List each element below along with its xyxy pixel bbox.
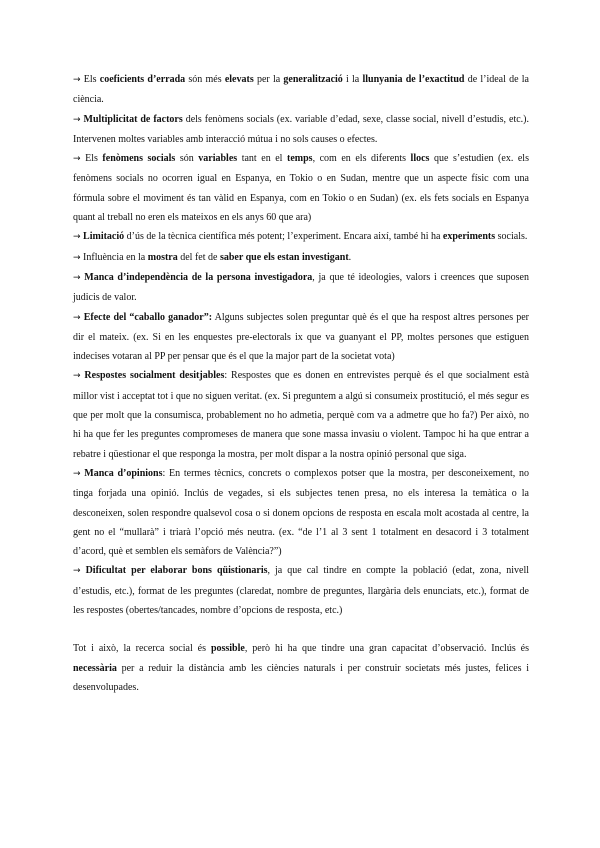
bold-text: possible	[210, 643, 245, 655]
text-run: : Respostes que es donen en entrevistes perquè és el que socialment està millor vist i acceptat tot i que no siguen veritat. (ex. Si preguntem a algú si consumeix prostitució, el més segur es que per molt que la consumisca, probablement no ho admetia, perquè com va a admetre que ho fa?) Per això, no hi ha que fer les preguntes compromeses de manera que sone massa invasiu o violent. Tampoc hi ha que entrar a rebatre i qüestionar el que responga la mostra, per molt dispar a la nostra opinió personal que siga.	[73, 370, 530, 460]
bullet-paragraph	[73, 561, 529, 620]
text-run: són	[175, 153, 199, 165]
text-run: Els	[80, 74, 100, 85]
bold-text: Manca d’opinions	[84, 467, 163, 479]
text-run: de l’ideal de la ciència.	[73, 74, 529, 106]
bullet-paragraph	[73, 110, 529, 150]
bold-text: variables	[198, 153, 238, 165]
text-run: Influència en la	[80, 251, 148, 263]
bold-text: Dificultat per elaborar bons qüistionaris	[85, 565, 268, 577]
text-run: .	[348, 251, 352, 263]
bold-text: mostra	[147, 251, 178, 263]
arrow-right-icon: →	[73, 468, 81, 479]
arrow-right-icon: →	[73, 154, 81, 165]
text-run: , ja que té ideologies, valors i creences que suposen judicis de valor.	[73, 271, 529, 304]
text-run: Alguns subjectes solen preguntar què és el que ha respost altres persones per dir el mateix. (ex. Si en les enquestes pre-electorals ix que va guanyant el PP, moltes persones que estiguen indecises votaran al PP per pensar que és el que la major part de la societat vota)	[73, 311, 530, 363]
text-run: que s’estudien (ex. els fenòmens socials no ocorren igual en Espanya, en Tokio o en Sudan, mentre que un aspecte físic com una fórmula sobre el moviment és tan vàlid en Espanya, com en Tokio o en Sudan) (ex. els fets socials en Espanya quant al treball no eren els mateixos en els anys 60 que ara)	[73, 153, 529, 224]
arrow-right-icon: →	[73, 371, 81, 382]
text-run: Tot i això, la recerca social és	[73, 643, 211, 655]
bold-text: Limitació	[83, 231, 125, 243]
bold-text: experiments	[442, 231, 496, 243]
text-run: socials.	[495, 231, 528, 243]
bold-text: generalització	[283, 74, 343, 85]
text-run: tant en el	[237, 153, 287, 165]
bullet-paragraph	[73, 70, 529, 110]
bold-text: Respostes socialment desitjables	[84, 370, 225, 382]
conclusion-paragraph	[73, 639, 529, 697]
text-run: per a reduir la distància amb les ciències naturals i per construir societats més justes, felices i desenvolupades.	[73, 662, 529, 693]
bullet-paragraph	[73, 366, 529, 463]
bullet-paragraph	[73, 227, 529, 247]
bullet-paragraph	[73, 464, 529, 561]
arrow-right-icon: →	[73, 114, 81, 125]
text-run: , com en els diferents	[312, 153, 411, 165]
text-run: , ja que cal tindre en compte la població (edat, zona, nivell d’estudis, etc.), format de les preguntes (claredat, nombre de preguntes, llargària dels enunciats, etc.), format de les respostes (obertes/tancades, nombre d’opcions de resposta, etc.)	[73, 565, 530, 617]
bold-text: saber que els estan investigant	[219, 251, 349, 263]
bullet-paragraph	[73, 268, 529, 308]
text-run: dels fenòmens socials (ex. variable d’edad, sexe, classe social, nivell d’estudis, etc.). Intervenen moltes variables amb interacció mútua i no sols causes o efectes.	[73, 113, 530, 145]
text-run: són més	[185, 74, 225, 85]
text-run: , però hi ha que tindre una gran capacitat d’observació. Inclús és	[244, 643, 529, 655]
bold-text: temps	[287, 153, 313, 165]
bold-text: Manca d’independència de la persona investigadora	[84, 271, 313, 283]
bullet-paragraph	[73, 248, 529, 268]
text-run: del fet de	[177, 251, 220, 263]
bullet-list	[73, 70, 529, 620]
bold-text: llocs	[410, 153, 430, 165]
text-run: : En termes tècnics, concrets o complexos potser que la mostra, per desconeixement, no tinga forjada una opinió. Inclús de vegades, si els subjectes tenen presa, no els interesa la temàtica o la desconeixen, solen respondre qualsevol cosa o si donem opcions de resposta en escala molt acostada al centre, la gent no el “mullarà” i triarà l’opció més neutra. (ex. “de l’1 al 3 sent 1 totalment en desacord i 3 totalment d’acord, què et semblen els semàfors de València?”)	[73, 467, 530, 558]
bullet-paragraph	[73, 149, 529, 227]
text-run: d’ús de la tècnica científica més potent; l’experiment. Encara així, també hi ha	[124, 231, 443, 243]
text-run: per la	[253, 74, 284, 85]
arrow-right-icon: →	[73, 75, 81, 85]
bullet-paragraph	[73, 308, 529, 367]
bold-text: Multiplicitat de factors	[83, 113, 183, 125]
arrow-right-icon: →	[73, 312, 81, 323]
bold-text: coeficients d’errada	[99, 74, 186, 85]
text-run: Els	[80, 153, 103, 165]
text-run: i la	[342, 74, 363, 85]
arrow-right-icon: →	[73, 272, 81, 283]
bold-text: necessària	[73, 662, 117, 674]
bold-text: llunyania de l’exactitud	[362, 74, 465, 85]
arrow-right-icon: →	[73, 232, 81, 243]
bold-text: Efecte del “caballo ganador”:	[83, 311, 213, 323]
bold-text: fenòmens socials	[102, 153, 176, 165]
arrow-right-icon: →	[73, 566, 81, 577]
arrow-right-icon: →	[73, 252, 81, 263]
bold-text: elevats	[224, 74, 254, 85]
